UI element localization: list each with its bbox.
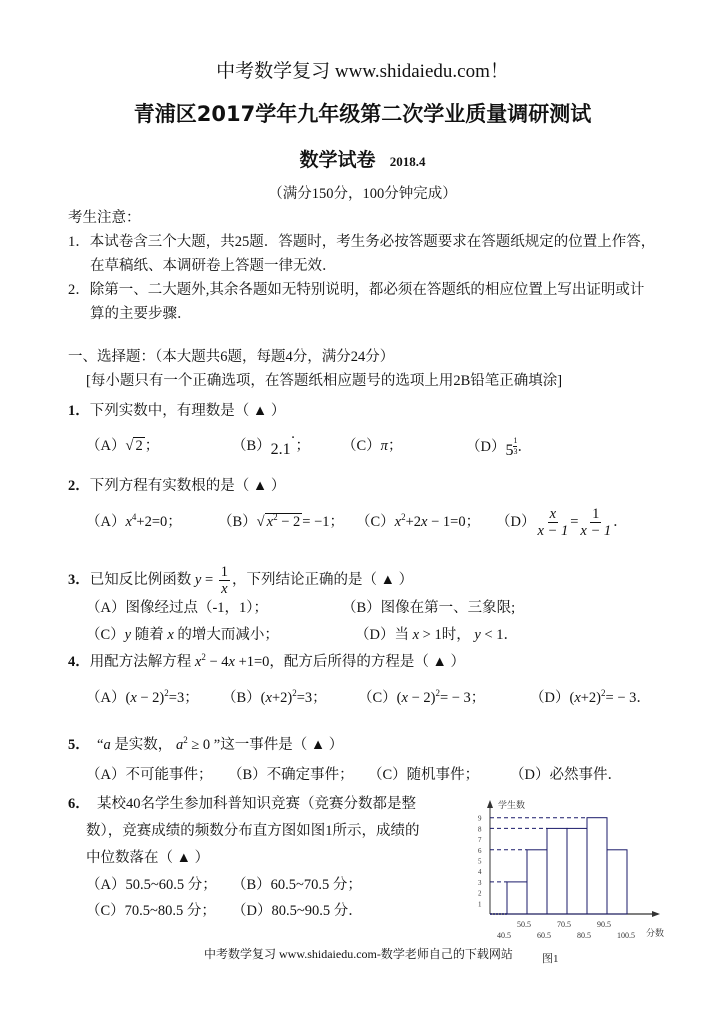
y-axis-label: 学生数 (498, 800, 526, 810)
x-tick-label: 40.5 (497, 931, 511, 940)
y-tick-label: 1 (478, 900, 482, 909)
q5-option-d: （D）必然事件． (510, 767, 622, 783)
q5-option-c: （C）随机事件； (368, 767, 480, 783)
q3-option-c: （C）y 随着 x 的增大而减小； (86, 627, 279, 643)
q3-option-b: （B）图像在第一、三象限; (342, 600, 516, 616)
y-tick-label: 8 (478, 825, 482, 834)
x-tick-label: 70.5 (557, 920, 571, 929)
x-axis-label: 分数 (646, 928, 665, 938)
notice-item-2-cont: 算的主要步骤． (90, 306, 192, 322)
question-6: 6． 某校40名学生参加科普知识竞赛（竞赛分数都是整 (68, 796, 416, 812)
histogram-bar (527, 850, 547, 914)
notice-heading: 考生注意： (68, 210, 141, 226)
site-header: 中考数学复习 www.shidaiedu.com！ (216, 61, 509, 82)
q1-option-a: （A）√ 2 ； (86, 438, 160, 454)
page-footer: 中考数学复习 www.shidaiedu.com-数学老师自己的下载网站 (204, 947, 513, 961)
q2-option-a: $(A)x^4+2=0$； (86, 512, 182, 530)
q3-option-a: （A）图像经过点（-1，1）； (86, 600, 269, 616)
histogram-bar (547, 828, 567, 914)
y-axis-arrow-icon (487, 800, 493, 808)
question-6-line2: 数），竞赛成绩的频数分布直方图如图1所示，成绩的 (86, 823, 420, 839)
x-tick-label: 80.5 (577, 931, 591, 940)
question-2: 2．下列方程有实数根的是（ ▲ ） (68, 478, 286, 494)
exam-subtitle (0, 150, 725, 172)
y-tick-label: 3 (478, 878, 482, 887)
y-tick-label: 9 (478, 814, 482, 823)
q2-option-c: $(C)x^2+2x - 1=0$； (356, 512, 481, 530)
y-tick-label: 5 (478, 857, 482, 866)
y-tick-label: 7 (478, 836, 482, 845)
q4-option-d: $(D)(x+2)^2= - 3$． (530, 688, 651, 706)
histogram-bar (507, 882, 527, 914)
question-6-line3: 中位数落在（ ▲ ） (86, 850, 210, 866)
q5-option-b: （B）不确定事件； (228, 767, 354, 783)
notice-item-1: 1．本试卷含三个大题，共25题．答题时，考生务必按答题要求在答题纸规定的位置上作答， (68, 234, 656, 250)
figure-caption: 图1 (542, 953, 559, 965)
q1-option-c: （C）π； (342, 438, 403, 454)
q6-option-d: （D）80.5~90.5 分． (232, 903, 363, 919)
q1-option-d: （D）5 $\frac{1}{3}$ ． (466, 436, 532, 459)
y-tick-label: 2 (478, 889, 482, 898)
q5-option-a: （A）不可能事件； (86, 767, 213, 783)
histogram-bar (587, 818, 607, 914)
y-tick-label: 6 (478, 846, 482, 855)
histogram-bar (607, 850, 627, 914)
q2-option-b: （B）√ $x^2 - 2 = -1$； (218, 512, 344, 530)
question-5: 5． “a 是实数， $a^2 \ge 0$ ”这一事件是（ ▲ ） (68, 735, 344, 753)
q4-option-a: $(A)(x - 2)^2=3$； (86, 688, 199, 706)
x-tick-label: 90.5 (597, 920, 611, 929)
x-tick-label: 60.5 (537, 931, 551, 940)
x-tick-label: 50.5 (517, 920, 531, 929)
q6-option-c: （C）70.5~80.5 分； (86, 903, 216, 919)
q3-option-d: （D）当 x > 1时， y < 1． (355, 627, 518, 643)
exam-date: 2018.4 (389, 154, 426, 169)
subject: 数学试卷 (299, 149, 376, 171)
score-note: （满分150分，100分钟完成） (268, 186, 457, 202)
exam-title: 青浦区2017学年九年级第二次学业质量调研测试 (133, 102, 592, 126)
y-tick-label: 4 (478, 868, 482, 877)
section-instructions: [每小题只有一个正确选项，在答题纸相应题号的选项上用2B铅笔正确填涂] (86, 373, 563, 389)
q2-option-d: （D） $\frac{x}{x - 1}$ = $\frac{1}{x - 1}$ ． (496, 506, 628, 540)
q4-option-c: $(C)(x - 2)^2= - 3$； (358, 688, 486, 706)
section-heading: 一、选择题：（本大题共6题，每题4分，满分24分） (68, 349, 395, 365)
notice-item-1-cont: 在草稿纸、本调研卷上答题一律无效． (90, 258, 337, 274)
histogram-bar (567, 828, 587, 914)
question-1: 1．下列实数中，有理数是（ ▲ ） (68, 403, 286, 419)
q4-option-b: $(B)(x+2)^2=3$； (222, 688, 327, 706)
q1-option-b: （B）2.1·； (232, 430, 311, 458)
question-3: 3．已知反比例函数 y = $\frac{1}{x}$ ，下列结论正确的是（ ▲ ） (68, 564, 414, 598)
notice-item-2: 2．除第一、二大题外,其余各题如无特别说明，都必须在答题纸的相应位置上写出证明或计 (68, 282, 645, 298)
question-4: 4．用配方法解方程 $x^2 - 4x +1=0$，配方后所得的方程是（ ▲ ） (68, 652, 466, 670)
q6-option-a: （A）50.5~60.5 分； (86, 877, 217, 893)
q6-option-b: （B）60.5~70.5 分； (232, 877, 362, 893)
x-tick-label: 100.5 (617, 931, 635, 940)
x-axis-arrow-icon (652, 911, 660, 917)
